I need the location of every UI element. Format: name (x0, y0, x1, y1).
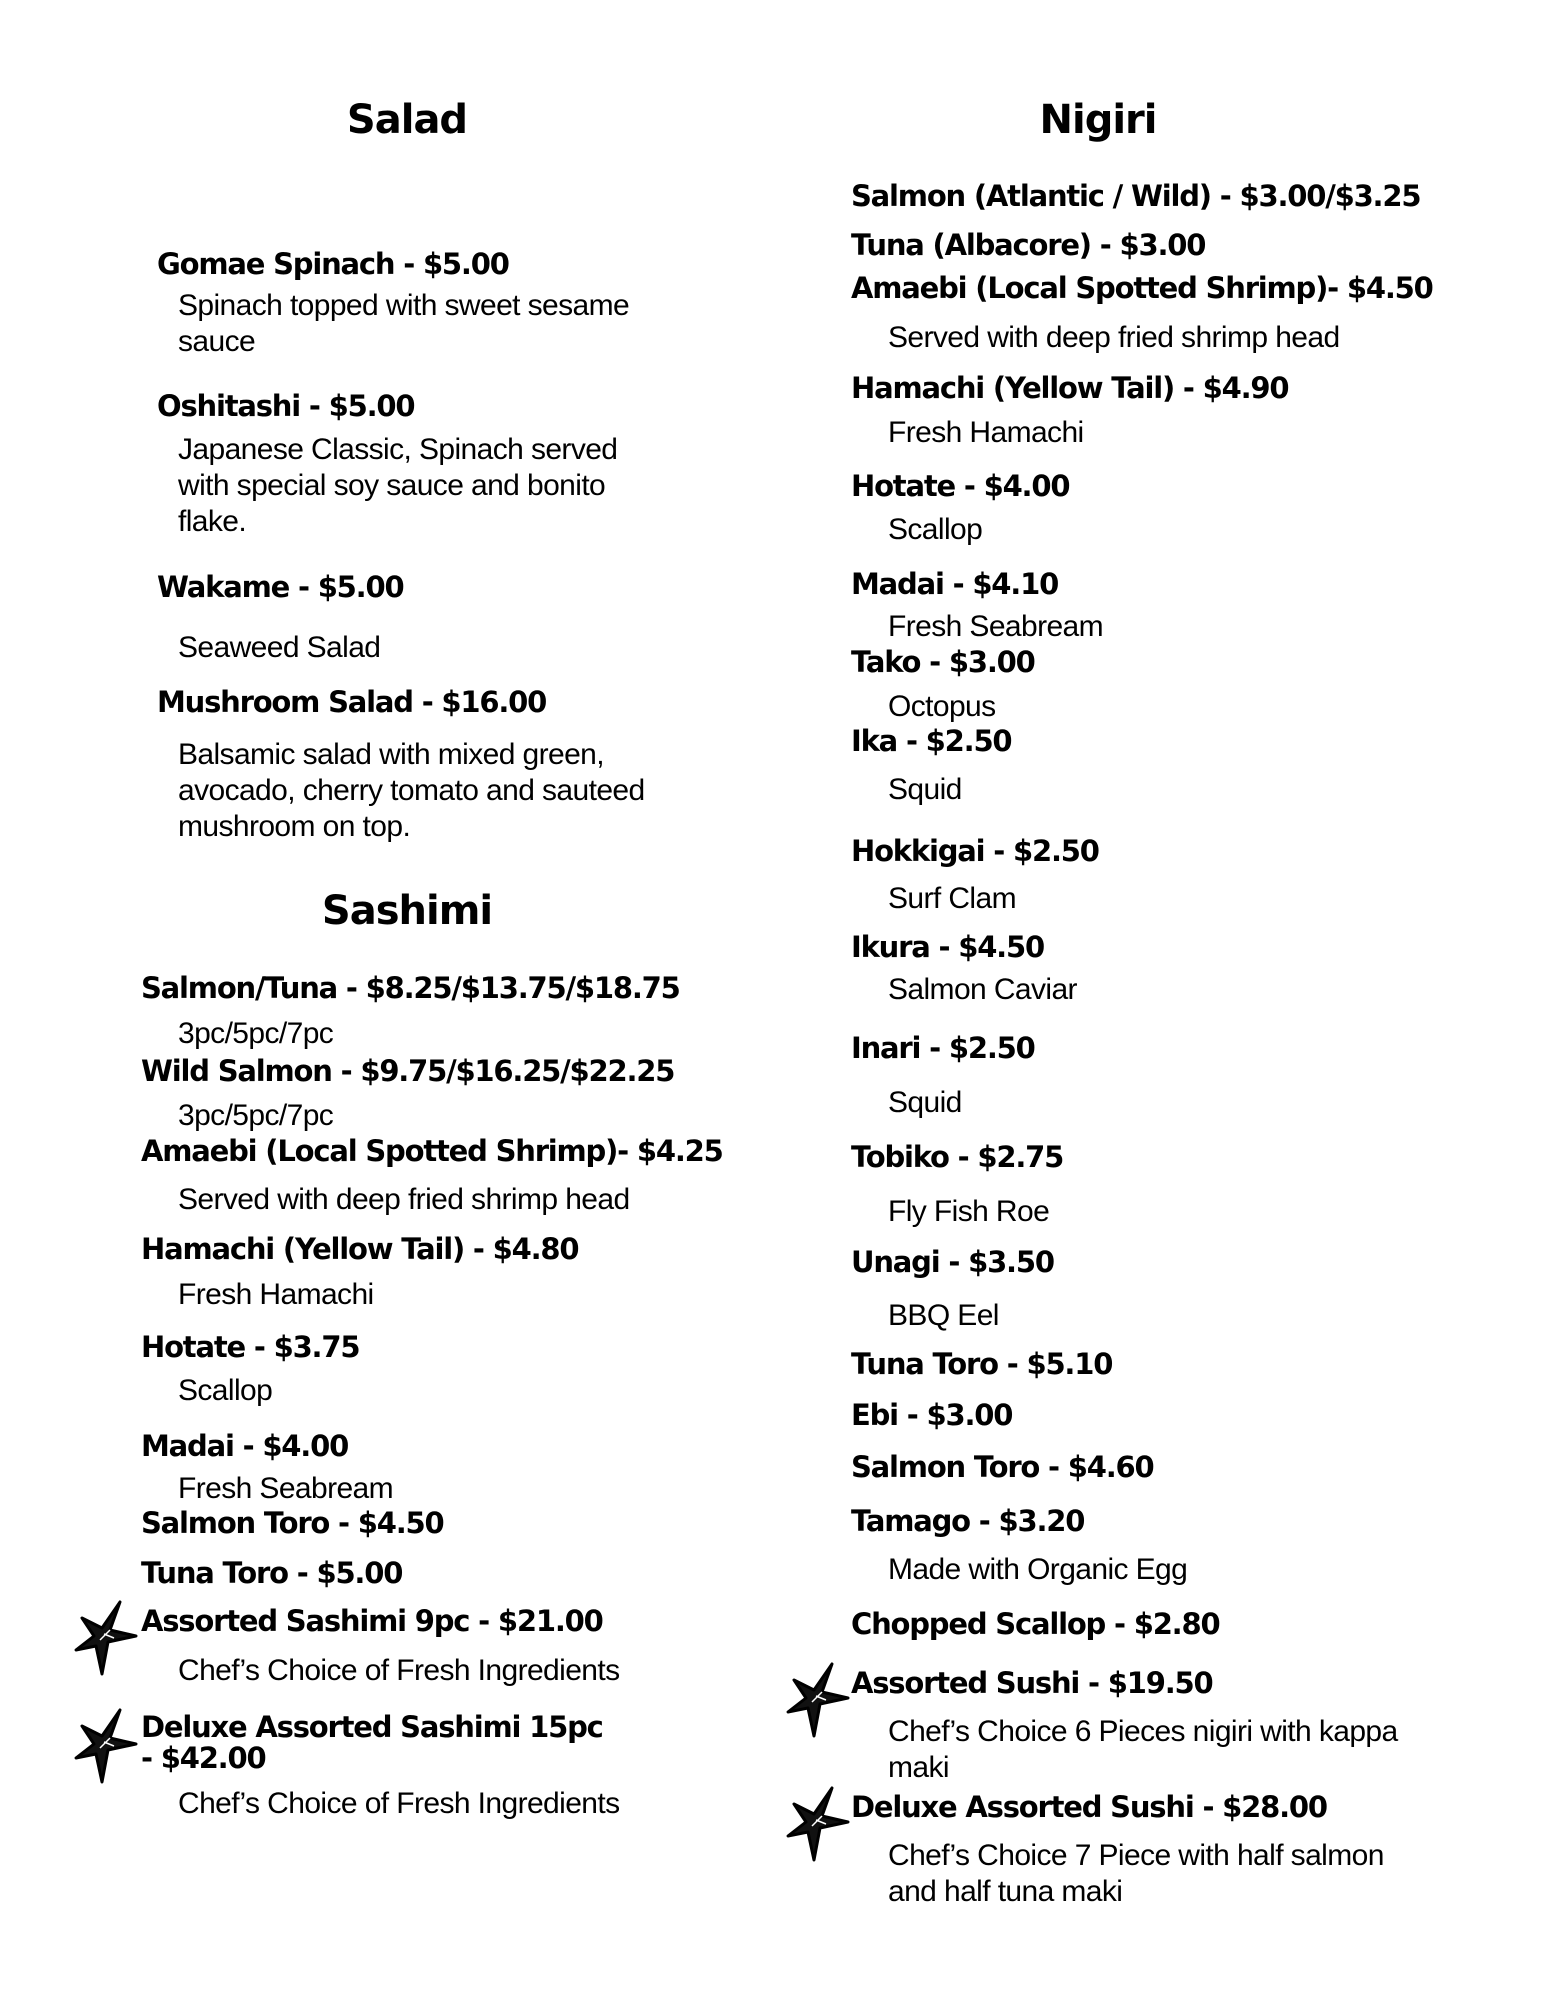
menu-item (851, 229, 1205, 261)
menu-item-name: Gomae Spinach - $5.00 (157, 247, 509, 281)
star-icon (74, 1708, 138, 1784)
menu-item (141, 1605, 603, 1637)
menu-item-description: BBQ Eel (888, 1299, 999, 1332)
menu-item-description: Fresh Hamachi (888, 416, 1084, 449)
menu-item-description: Japanese Classic, Spinach served with special soy sauce and bonito flake. (178, 433, 618, 538)
menu-item-name: Ikura - $4.50 (851, 930, 1044, 964)
menu-item-name: Oshitashi - $5.00 (157, 389, 415, 423)
menu-item-name: Wakame - $5.00 (157, 570, 404, 604)
menu-item-description: Fresh Hamachi (178, 1278, 374, 1311)
menu-item (141, 1135, 723, 1167)
menu-item-description: Seaweed Salad (178, 631, 381, 664)
menu-item (851, 1246, 1054, 1278)
menu-item-description: Balsamic salad with mixed green, avocado, cherry tomato and sauteed mushroom on top. (178, 738, 645, 843)
menu-item-description: Fly Fish Roe (888, 1195, 1050, 1228)
menu-item-name: Deluxe Assorted Sushi - $28.00 (851, 1790, 1327, 1824)
salad-section-title: Salad (346, 97, 468, 143)
menu-item-description: Served with deep fried shrimp head (178, 1183, 630, 1216)
menu-item (851, 1399, 1012, 1431)
menu-item-name: Salmon Toro - $4.60 (851, 1450, 1154, 1484)
menu-item (141, 1557, 402, 1589)
star-icon (786, 1662, 850, 1738)
menu-item (157, 686, 546, 718)
menu-item (157, 571, 403, 603)
menu-item-description: Made with Organic Egg (888, 1553, 1188, 1586)
menu-item-name: Hamachi (Yellow Tail) - $4.80 (141, 1232, 579, 1266)
menu-item-description: Fresh Seabream (178, 1472, 394, 1505)
menu-item (851, 1032, 1035, 1064)
menu-item (851, 1505, 1084, 1537)
star-icon-svg (786, 1786, 850, 1862)
menu-item-description: Squid (888, 773, 962, 806)
star-icon-svg (74, 1708, 138, 1784)
star-icon-svg (74, 1600, 138, 1676)
menu-item (851, 1348, 1112, 1380)
menu-item-name: Tamago - $3.20 (851, 1504, 1085, 1538)
menu-item-name: Madai - $4.10 (851, 567, 1059, 601)
menu-item-name: Tako - $3.00 (851, 645, 1035, 679)
menu-item (851, 725, 1011, 757)
menu-item-name: Chopped Scallop - $2.80 (851, 1607, 1220, 1641)
menu-item (141, 1712, 611, 1774)
menu-item-name: Amaebi (Local Spotted Shrimp)- $4.50 (851, 271, 1433, 305)
sashimi-section-title: Sashimi (321, 888, 493, 934)
menu-item-name: Ika - $2.50 (851, 724, 1012, 758)
menu-item (141, 1507, 444, 1539)
menu-item (851, 1791, 1327, 1823)
menu-item-description: Chef’s Choice 7 Piece with half salmon and half tuna maki (888, 1839, 1384, 1908)
menu-item-description: Fresh Seabream (888, 610, 1104, 643)
menu-item-name: Tuna (Albacore) - $3.00 (851, 228, 1206, 262)
menu-item (157, 248, 509, 280)
menu-item-name: Ebi - $3.00 (851, 1398, 1013, 1432)
star-icon-svg (786, 1662, 850, 1738)
menu-item-description: Served with deep fried shrimp head (888, 321, 1340, 354)
menu-item-description: Surf Clam (888, 882, 1016, 915)
menu-item (851, 1451, 1154, 1483)
menu-item (141, 972, 680, 1004)
menu-item (851, 1141, 1063, 1173)
menu-item (141, 1331, 359, 1363)
menu-item-description: 3pc/5pc/7pc (178, 1099, 334, 1132)
menu-item-name: Salmon (Atlantic / Wild) - $3.00/$3.25 (851, 179, 1421, 213)
menu-item (141, 1233, 578, 1265)
menu-item (851, 568, 1058, 600)
menu-item (851, 931, 1044, 963)
menu-item-name: Hotate - $3.75 (141, 1330, 360, 1364)
menu-item-name: Madai - $4.00 (141, 1429, 349, 1463)
menu-item (851, 1608, 1219, 1640)
menu-item-description: Scallop (888, 513, 983, 546)
menu-item-name: Mushroom Salad - $16.00 (157, 685, 547, 719)
menu-item-name: Wild Salmon - $9.75/$16.25/$22.25 (141, 1054, 675, 1088)
menu-item-description: Octopus (888, 690, 996, 723)
menu-item (851, 1667, 1213, 1699)
menu-item-name: Hokkigai - $2.50 (851, 834, 1099, 868)
menu-item-name: Assorted Sashimi 9pc - $21.00 (141, 1604, 603, 1638)
menu-item-name: Unagi - $3.50 (851, 1245, 1054, 1279)
menu-item-name: Amaebi (Local Spotted Shrimp)- $4.25 (141, 1134, 723, 1168)
menu-item-description: Chef’s Choice of Fresh Ingredients (178, 1787, 620, 1820)
menu-item (851, 646, 1035, 678)
menu-item-name: Deluxe Assorted Sashimi 15pc - $42.00 (141, 1710, 603, 1775)
menu-item-name: Inari - $2.50 (851, 1031, 1035, 1065)
menu-item (851, 372, 1288, 404)
menu-item-name: Tuna Toro - $5.10 (851, 1347, 1113, 1381)
menu-item-name: Hamachi (Yellow Tail) - $4.90 (851, 371, 1289, 405)
menu-item-description: Scallop (178, 1374, 273, 1407)
menu-item-name: Tobiko - $2.75 (851, 1140, 1064, 1174)
menu-item-name: Hotate - $4.00 (851, 469, 1070, 503)
menu-item (141, 1055, 674, 1087)
menu-item-description: Chef’s Choice 6 Pieces nigiri with kappa maki (888, 1715, 1398, 1784)
nigiri-section-title: Nigiri (1039, 97, 1157, 143)
menu-item (851, 272, 1433, 304)
menu-item-name: Assorted Sushi - $19.50 (851, 1666, 1213, 1700)
menu-item (157, 390, 414, 422)
menu-item-name: Tuna Toro - $5.00 (141, 1556, 403, 1590)
menu-item-description: Squid (888, 1086, 962, 1119)
menu-item (851, 835, 1099, 867)
menu-item-description: Salmon Caviar (888, 973, 1077, 1006)
menu-item (851, 180, 1420, 212)
menu-item (141, 1430, 348, 1462)
menu-item-description: Spinach topped with sweet sesame sauce (178, 289, 630, 358)
star-icon (74, 1600, 138, 1676)
menu-item-name: Salmon/Tuna - $8.25/$13.75/$18.75 (141, 971, 680, 1005)
menu-item (851, 470, 1069, 502)
menu-item-description: Chef’s Choice of Fresh Ingredients (178, 1654, 620, 1687)
star-icon (786, 1786, 850, 1862)
menu-item-name: Salmon Toro - $4.50 (141, 1506, 444, 1540)
menu-item-description: 3pc/5pc/7pc (178, 1017, 334, 1050)
